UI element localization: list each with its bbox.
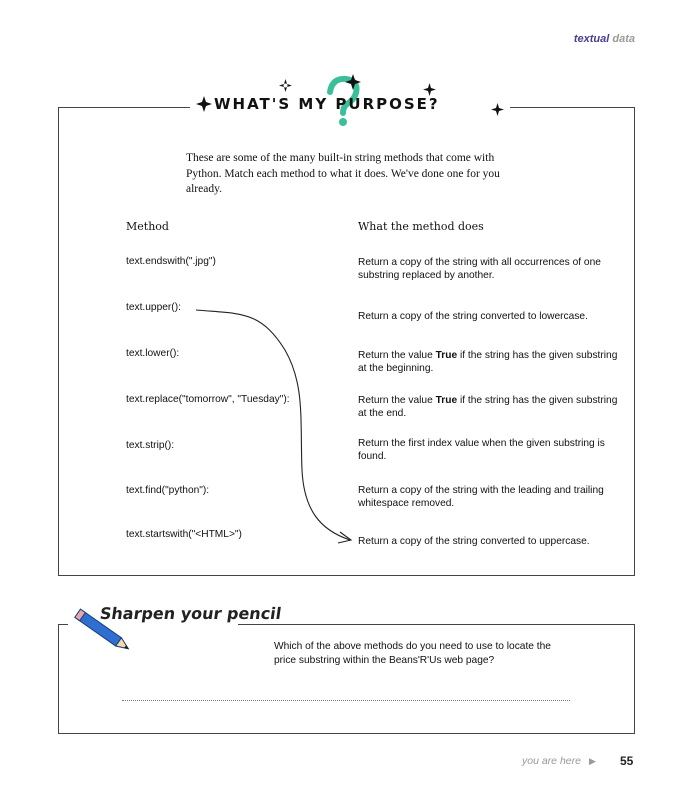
method-find: text.find("python"): [126,485,210,496]
sparkle-icon [196,96,212,112]
description-item: Return the first index value when the given substring is found. [358,438,605,462]
running-header [574,33,635,45]
match-arrow [190,300,360,550]
method-replace: text.replace("tomorrow", "Tuesday"): [126,394,290,405]
description-column-header: What the method does [358,220,484,233]
method-endswith: text.endswith(".jpg") [126,256,216,267]
sharpen-question: Which of the above methods do you need to use to locate the price substring within the Beans'R'Us web page? [274,641,551,666]
description-item: Return the value True if the string has the given substring at the end. [358,395,618,419]
sparkle-icon [491,103,504,116]
you-are-here-label: you are here [522,755,581,767]
sharpen-title: Sharpen your pencil [98,604,283,623]
method-strip: text.strip(): [126,440,175,451]
method-startswith: text.startswith("<HTML>") [126,529,242,540]
description-item: Return a copy of the string converted to uppercase. [358,536,590,547]
method-lower: text.lower(): [126,348,180,359]
method-column-header: Method [126,220,169,233]
description-item: Return a copy of the string with the leading and trailing whitespace removed. [358,485,604,509]
description-item: Return the value True if the string has the given substring at the beginning. [358,350,618,374]
triangle-right-icon: ▶ [589,756,596,766]
running-header-part2: data [612,33,635,45]
description-item: Return a copy of the string converted to lowercase. [358,311,588,322]
running-header-part1: textual [573,33,610,45]
answer-line[interactable] [122,700,570,701]
page-number: 55 [620,754,634,768]
method-upper: text.upper(): [126,302,181,313]
description-item: Return a copy of the string with all occurrences of one substring replaced by another. [358,257,601,281]
purpose-title: WHAT'S MY PURPOSE? [214,95,440,113]
sparkle-icon [279,79,292,92]
purpose-intro: These are some of the many built-in string methods that come with Python. Match each method to what it does. We've done one for you already. [186,152,500,195]
